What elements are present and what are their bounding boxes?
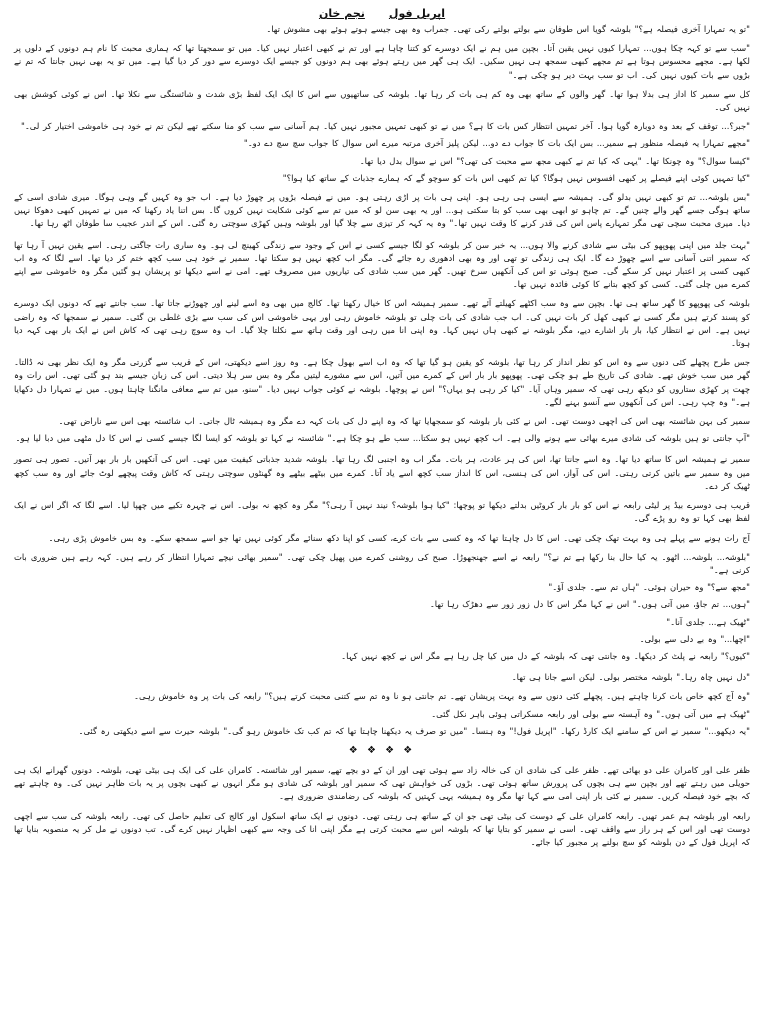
- paragraph: "سب سے تو کہہ چکا ہوں... تمہارا کیوں نہیں یقین آتا۔ بچپن میں ہم نے ایک دوسرے کو کتنا چاہا ہے اور تم نے کبھی اعتبار نہیں کیا۔ میں تو سمجھتا تھا کہ ہماری محبت کا نام ہم دونوں کے دلوں پر لکھا ہے۔ مجھے محسوس ہوتا ہے تم مجھے کبھی سمجھ ہی نہیں سکیں۔ ایک ہی گھر میں رہتے ہوئے بھی ہم دونوں کو جیسے ایک دوسرے سے دور کر دیا گیا ہے۔ میں تو یہ بھی نہیں جانتا کہ تم نے بڑوں سے بات کیوں نہیں کی۔ اب تو سب بہت دیر ہو چکی ہے۔": [14, 43, 750, 80]
- paragraph: قریب ہی دوسرے بیڈ پر لیٹی رابعہ نے اس کو بار بار کروٹیں بدلتے دیکھا تو پوچھا: "کیا ہوا بلوشہ؟ نیند نہیں آ رہی؟" مگر وہ کچھ نہ بولی۔ اس نے چہرہ تکیے میں چھپا لیا۔ اسے لگا کہ اگر اس نے ایک لفظ بھی کہا تو وہ رو پڑے گی۔: [14, 500, 750, 524]
- paragraph: "کیا تمہیں کوئی اپنے فیصلے پر کبھی افسوس نہیں ہوگا؟ کیا تم کبھی اس بات کو سوچو گے کہ ہمارے جذبات کے ساتھ کیا ہوا؟": [282, 172, 750, 183]
- dialogue-line: "کیوں؟" رابعہ نے پلٹ کر دیکھا۔ وہ جانتی تھی کہ بلوشہ کے دل میں کیا چل رہا ہے مگر اس نے کچھ نہیں کہا۔: [341, 650, 750, 661]
- paragraph: بلوشہ کی پھوپھو کا گھر ساتھ ہی تھا۔ بچپن سے وہ سب اکٹھے کھیلتے آئے تھے۔ سمیر ہمیشہ اس کا خیال رکھتا تھا۔ کالج میں بھی وہ اسے لینے اور چھوڑنے جاتا تھا۔ سب جانتے تھے کہ دونوں ایک دوسرے کو پسند کرتے ہیں مگر کسی نے کبھی کھل کر بات نہیں کی۔ اب جب شادی کی بات چلی تو بلوشہ خاموش رہی اور یہی خاموشی اس کی سب سے بڑی غلطی بن گئی۔ سمیر نے سمجھا کہ وہ راضی نہیں ہے۔ اس نے انتظار کیا، بار بار اشارے دیے، مگر بلوشہ نے کبھی ہاں نہیں کہا۔ وہ اپنی انا میں رہی اور وقت ہاتھ سے نکلتا چلا گیا۔ اب وہ سوچ رہی تھی کہ کاش اس نے ایک بار بھی کہہ دیا ہوتا۔: [14, 298, 750, 349]
- dialogue-line: "ٹھیک ہے میں آتی ہوں۔" وہ آہستہ سے بولی اور رابعہ مسکراتی ہوئی باہر نکل گئی۔: [431, 708, 750, 719]
- dialogue-line: "ٹھیک ہے... جلدی آنا۔": [666, 616, 750, 627]
- paragraph: ظفر علی اور کامران علی دو بھائی تھے۔ ظفر علی کی شادی ان کی خالہ زاد سے ہوئی تھی اور ان کے دو بچے تھے، سمیر اور شائستہ۔ کامران علی کی ایک ہی بیٹی تھی، بلوشہ۔ دونوں گھرانے ایک ہی حویلی میں رہتے تھے اور بچپن سے ہی بچوں کی پرورش ساتھ ہوئی تھی۔ بڑوں کی خواہش تھی کہ سمیر اور بلوشہ کی شادی ہو مگر انہوں نے کبھی بچوں پر یہ بات ظاہر نہیں کی۔ وہ چاہتے تھے کہ بچے خود فیصلہ کریں۔ سمیر نے کئی بار اپنی امی سے کہا تھا مگر وہ ہمیشہ یہی کہتیں کہ بلوشہ کی رضامندی ضروری ہے۔: [14, 764, 750, 802]
- paragraph: "مجھے تمہارا یہ فیصلہ منظور ہے سمیر... بس ایک بات کا جواب دے دو... لیکن پلیز آخری مرتبہ میرے اس سوال کا جواب سچ سچ دے دو۔": [243, 138, 750, 149]
- paragraph: "تو یہ تمہارا آخری فیصلہ ہے؟" بلوشہ گویا اس طوفان سے بولتے بولتے رکی تھی۔ جمراب وہ بھی جیسے ہوتے ہوئے بھی مشوش تھا۔: [266, 24, 750, 34]
- story-header: [14, 6, 750, 22]
- paragraph: "کیسا سوال؟" وہ چونکا تھا۔ "یہی کہ کیا تم نے کبھی مجھ سے محبت کی تھی؟" اس نے سوال بدل دیا تھا۔: [359, 155, 750, 166]
- section-separator: ❖ ❖ ❖ ❖: [348, 744, 416, 756]
- story-title: اپریل فول: [388, 7, 446, 20]
- paragraph: "جبر؟... توقف کے بعد وہ دوبارہ گویا ہوا۔ آخر تمہیں انتظار کس بات کا ہے؟ میں نے تو کبھی تمہیں مجبور نہیں کیا۔ ہم آسانی سے سب کو منا سکتے تھے لیکن تم نے خود ہی خاموشی اختیار کر لی۔": [20, 121, 750, 132]
- dialogue-line: "دل نہیں چاہ رہا۔" بلوشہ مختصر بولی۔ لیکن اسے جانا ہی تھا۔: [511, 672, 750, 683]
- dialogue-line: "یہ دیکھو..." سمیر نے اس کے سامنے ایک کارڈ رکھا۔ "اپریل فول!" وہ ہنسا۔ "میں تو صرف یہ دیکھنا چاہتا تھا کہ تم کب تک خاموش رہو گی۔" بلوشہ حیرت سے اسے دیکھتی رہ گئی۔: [78, 725, 750, 736]
- dialogue-line: "بلوشہ... بلوشہ... اٹھو۔ یہ کیا حال بنا رکھا ہے تم نے؟" رابعہ نے اسے جھنجھوڑا۔ صبح کی روشنی کمرے میں پھیل چکی تھی۔ "سمیر بھائی نیچے تمہارا انتظار کر رہے ہیں۔ کہہ رہے ہیں ضروری بات کرنی ہے۔": [14, 551, 750, 575]
- paragraph: سمیر کی بہن شائستہ بھی اس کی اچھی دوست تھی۔ اس نے کئی بار بلوشہ کو سمجھایا تھا کہ وہ اپنے دل کی بات کہہ دے مگر وہ ہمیشہ ٹال جاتی۔ اب شائستہ بھی اس سے ناراض تھی۔: [58, 416, 750, 427]
- dialogue-line: "وہ آج کچھ خاص بات کرنا چاہتے ہیں۔ پچھلے کئی دنوں سے وہ بہت پریشان تھے۔ تم جانتی ہو نا وہ تم سے کتنی محبت کرتے ہیں؟" رابعہ کی بات پر وہ خاموش رہی۔: [134, 691, 750, 702]
- dialogue-line: "اچھا..." وہ بے دلی سے بولی۔: [639, 633, 750, 644]
- paragraph: "بس بلوشہ... تم تو کبھی نہیں بدلو گی۔ ہمیشہ سے ایسی ہی رہی ہو۔ اپنی ہی بات پر اڑی رہتی ہو۔ میں نے فیصلہ بڑوں پر چھوڑ دیا ہے۔ اب جو وہ کہیں گے وہی ہوگا۔ میری شادی اسی کے ساتھ ہوگی جسے گھر والے چنیں گے۔ تم چاہو تو ابھی بھی سب کو بتا سکتی ہو... اور یہ بھی سن لو کہ میں تم سے کوئی شکایت نہیں کروں گا۔ بس اتنا یاد رکھنا کہ میں نے تمہیں کبھی دھوکا نہیں دیا۔ میری محبت سچی تھی مگر تمہارے پاس اس کی قدر کرنے کا وقت نہیں تھا۔" وہ یہ کہہ کر تیزی سے چلا گیا اور بلوشہ وہیں کھڑی سوچتی رہ گئی۔ اس کے اندر عجیب سا طوفان اٹھ رہا تھا۔: [14, 192, 750, 229]
- paragraph: "بہت جلد میں اپنی پھوپھو کی بیٹی سے شادی کرنے والا ہوں... یہ خبر سن کر بلوشہ کو لگا جیسے کسی نے اس کے وجود سے زندگی کھینچ لی ہو۔ وہ ساری رات جاگتی رہی۔ اسے یقین نہیں آ رہا تھا کہ سمیر اتنی آسانی سے اسے چھوڑ دے گا۔ ایک ہی زندگی تو تھی اور وہ بھی ادھوری رہ جائے گی۔ مگر اب کچھ نہیں ہو سکتا تھا۔ سمیر نے خود ہی سب کچھ ختم کر دیا تھا۔ اسے لگا کہ وہ اب کبھی کسی پر اعتبار نہیں کر سکے گی۔ صبح ہوئی تو اس کی آنکھیں سرخ تھیں۔ گھر میں سب شادی کی تیاریوں میں مصروف تھے۔ امی نے اسے دیکھا تو پریشان ہو گئیں مگر وہ خاموشی سے اپنے کمرے میں چلی گئی۔ کسی کو کچھ بتانے کا کوئی فائدہ نہیں تھا۔: [14, 239, 750, 290]
- paragraph: کل سے سمیر کا اداز ہی بدلا ہوا تھا۔ گھر والوں کے ساتھ بھی وہ کم ہی بات کر رہا تھا۔ بلوشہ کی ساتھیوں سے اس کا ایک ایک لفظ بڑی شدت و شائستگی سے نکلا تھا۔ اس نے کوئی کوشش بھی نہیں کی۔: [14, 88, 750, 113]
- paragraph: آج رات ہونے سے پہلے ہی وہ بہت تھک چکی تھی۔ اس کا دل چاہتا تھا کہ وہ کسی سے بات کرے، کسی کو اپنا دکھ سنائے مگر کوئی نہیں تھا جو اسے سمجھ سکے۔ وہ بس خاموش پڑی رہی۔: [48, 532, 750, 543]
- story-author: نجم خان: [318, 7, 365, 20]
- paragraph: رابعہ اور بلوشہ ہم عمر تھیں۔ رابعہ کامران علی کے دوست کی بیٹی تھی جو ان کے ساتھ ہی رہتی تھی۔ دونوں نے ایک ساتھ اسکول اور کالج کی تعلیم حاصل کی تھی۔ رابعہ بلوشہ کی سب سے اچھی دوست تھی اور اس کے ہر راز سے واقف تھی۔ اسی نے سمیر کو بتایا تھا کہ بلوشہ اس سے محبت کرتی ہے مگر اپنی انا کی وجہ سے کبھی اظہار نہیں کرے گی۔ تب دونوں نے مل کر یہ منصوبہ بنایا تھا کہ اپریل فول کے دن بلوشہ کو سچ بولنے پر مجبور کیا جائے۔: [14, 810, 750, 847]
- dialogue-line: "ہوں... تم جاؤ، میں آتی ہوں۔" اس نے کہا مگر اس کا دل زور زور سے دھڑک رہا تھا۔: [429, 599, 750, 610]
- paragraph: جس طرح پچھلے کئی دنوں سے وہ اس کو نظر انداز کر رہا تھا، بلوشہ کو یقین ہو گیا تھا کہ وہ اب اسے بھول چکا ہے۔ وہ روز اسے دیکھتی، اس کے قریب سے گزرتی مگر وہ ایک نظر بھی نہ ڈالتا۔ گھر میں سب خوش تھے۔ شادی کی تاریخ طے ہو چکی تھی۔ پھوپھو بار بار اس کے کمرے میں آتیں، اس سے مشورے لیتیں مگر وہ بس سر ہلا دیتی۔ اس کی زبان جیسے بند ہو گئی تھی۔ اس رات وہ چھت پر کھڑی ستاروں کو دیکھ رہی تھی کہ سمیر وہاں آیا۔ "کیا کر رہی ہو یہاں؟" اس نے پوچھا۔ بلوشہ نے کوئی جواب نہیں دیا۔ "سنو، میں تم سے معافی مانگنا چاہتا ہوں۔ میں نے تمہارا دل دکھایا ہے۔" وہ چپ رہی۔ اس کی آنکھوں سے آنسو بہنے لگے۔: [14, 357, 750, 407]
- dialogue-line: "مجھ سے؟" وہ حیران ہوئی۔ "ہاں تم سے۔ جلدی آؤ۔": [548, 582, 750, 593]
- paragraph: سمیر نے ہمیشہ اس کا ساتھ دیا تھا۔ وہ اسے جانتا تھا، اس کی ہر عادت، ہر بات۔ مگر اب وہ اجنبی لگ رہا تھا۔ بلوشہ شدید جذباتی کیفیت میں تھی۔ اس کی آنکھیں بار بار بھر آتیں۔ تصور ہی تصور میں وہ سمیر سے باتیں کرتی رہتی۔ اس کی آواز، اس کی ہنسی، اس کا انداز سب کچھ اسے یاد آتا۔ کمرے میں بیٹھے بیٹھے وہ گھنٹوں سوچتی رہتی کہ کاش وقت پیچھے لوٹ جائے اور وہ سب کچھ ٹھیک کر دے۔: [14, 454, 750, 491]
- paragraph: "آپ جانتی تو ہیں بلوشہ کی شادی میرے بھائی سے ہونے والی ہے۔ اب کچھ نہیں ہو سکتا... سب طے ہو چکا ہے۔" شائستہ نے کہا تو بلوشہ کو ایسا لگا جیسے کسی نے اس کا دل مٹھی میں دبا لیا ہو۔: [15, 433, 750, 444]
